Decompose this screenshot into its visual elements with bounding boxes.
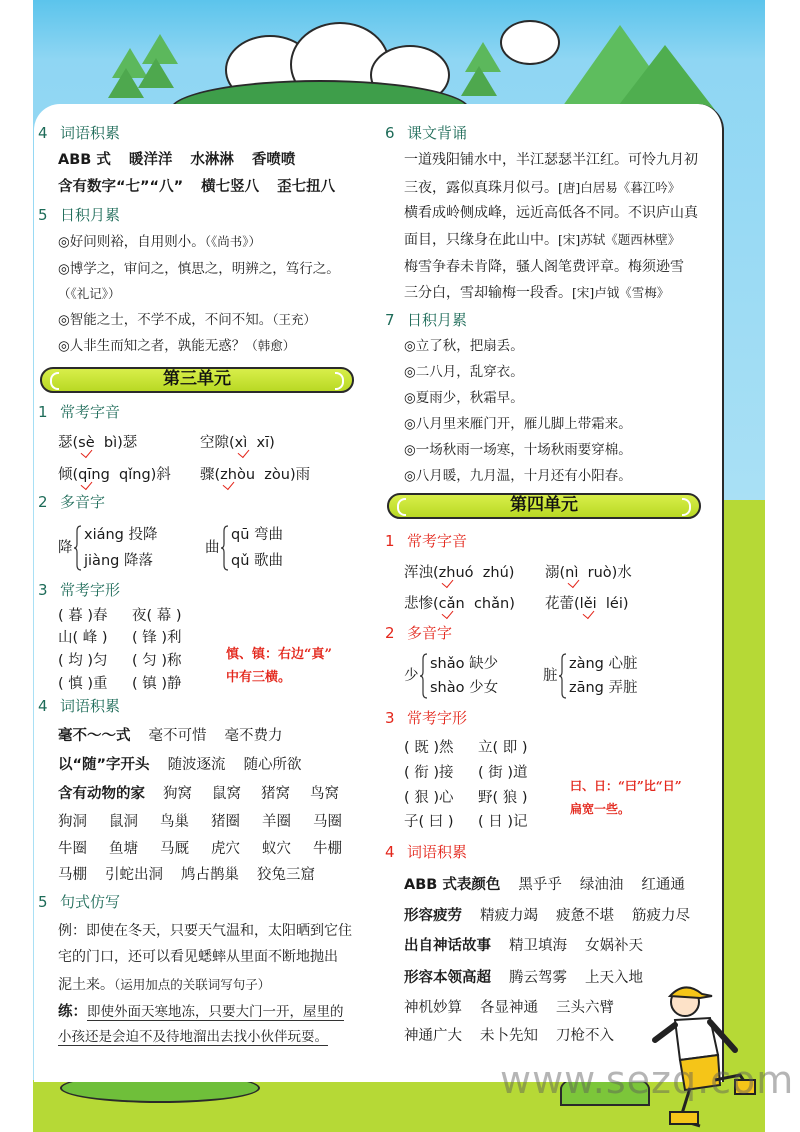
pinyin: shǎo	[430, 656, 465, 672]
example-sentence	[58, 975, 270, 995]
poem-source: [唐]白居易《暮江吟》	[558, 180, 681, 195]
polyphone-reading	[569, 678, 638, 698]
tip-line: 扁宽一些。	[570, 802, 631, 816]
vocab-word: 绿油油	[579, 877, 624, 893]
polyphone-reading	[84, 551, 153, 571]
vocab-word: 女娲补天	[585, 938, 643, 954]
pinyin: zāng	[569, 680, 604, 696]
vocab-word: 马厩	[160, 841, 189, 857]
section-title: 常考字形	[60, 581, 121, 599]
vocab-word: 黑乎乎	[518, 877, 562, 893]
section-title: 多音字	[60, 493, 106, 511]
example-sentence: 宅的门口，还可以看见蟋蟀从里面不断地抛出	[58, 949, 338, 965]
word: 投降	[128, 527, 158, 543]
section-number: 3	[38, 581, 48, 599]
pinyin-option: léi	[605, 596, 623, 612]
correct-pinyin: sè	[78, 435, 95, 451]
section-title: 多音字	[407, 624, 453, 642]
section-title: 常考字音	[407, 532, 468, 550]
vocab-word: 歪七扭八	[277, 179, 336, 195]
section-number: 7	[385, 311, 395, 329]
pinyin-option: zhú	[482, 565, 509, 581]
shape-item: ( 日 )记	[478, 814, 528, 830]
polyphone-reading	[430, 654, 498, 674]
section-title: 词语积累	[60, 124, 121, 142]
tip-line: 曰、日：“曰”比“日”	[570, 779, 682, 793]
word: )	[509, 596, 515, 612]
shape-item: ( 街 )道	[478, 765, 528, 781]
poem-line	[404, 257, 684, 277]
shape-pair	[58, 674, 182, 694]
saying: ◎夏雨少，秋霜早。	[404, 390, 524, 406]
vocab-word: 毫不可惜	[148, 728, 207, 744]
practice-answer	[58, 1027, 328, 1047]
polyphone-char: 脏	[543, 668, 558, 684]
shape-pair	[58, 628, 182, 648]
section-number: 4	[38, 697, 48, 715]
brace-icon	[221, 525, 229, 571]
poem-source: [宋]苏轼《题西林壁》	[558, 232, 681, 247]
vocab-word: 毫不费力	[224, 728, 283, 744]
saying: ◎二八月，乱穿衣。	[404, 364, 524, 380]
shape-item: ( 暮 )春	[58, 608, 108, 624]
shape-item: 山( 峰 )	[58, 630, 108, 646]
vocab-row	[58, 865, 315, 885]
pinyin: shào	[430, 680, 465, 696]
section-title: 日积月累	[407, 311, 468, 329]
word: 弯曲	[254, 527, 284, 543]
word: 溺(	[545, 565, 566, 581]
word: 悲惨(	[404, 596, 439, 612]
vocab-row	[58, 784, 339, 804]
poem-line	[404, 283, 669, 303]
correct-pinyin: qīng	[78, 467, 110, 483]
pinyin-option: bì	[103, 435, 118, 451]
section-number: 4	[385, 843, 395, 861]
section-heading	[38, 892, 120, 912]
vocab-word: 神通广大	[404, 1028, 462, 1044]
vocab-word: 精卫填海	[509, 938, 567, 954]
practice-answer	[58, 1002, 344, 1022]
pronunciation-item	[545, 594, 629, 614]
shape-pair	[404, 788, 528, 808]
vocab-row	[404, 998, 614, 1018]
saying: ◎一场秋雨一场寒，十场秋雨要穿棉。	[404, 442, 632, 458]
vocab-row	[404, 1026, 614, 1046]
saying-source: （《礼记》）	[58, 286, 121, 301]
saying-source: （韩愈）	[245, 338, 296, 353]
vocab-word: 香喷喷	[251, 152, 296, 168]
vocab-category: 以“随”字开头	[58, 757, 150, 773]
vocab-word: 猪圈	[211, 814, 240, 830]
vocab-row	[404, 875, 685, 895]
vocab-word: 鸟巢	[160, 814, 189, 830]
vocab-word: 羊圈	[262, 814, 291, 830]
vocab-word: 疲惫不堪	[556, 908, 614, 924]
pinyin-option: qǐng	[119, 467, 151, 483]
tip-line: 中有三横。	[226, 670, 292, 685]
vocab-word: 猪窝	[261, 786, 290, 802]
vocab-word: 狗洞	[58, 814, 87, 830]
pinyin: xiáng	[84, 527, 124, 543]
cloud	[500, 20, 560, 65]
word: )瑟	[117, 435, 138, 451]
vocab-row	[58, 177, 353, 197]
shape-item: ( 狠 )心	[404, 790, 454, 806]
section-number: 5	[38, 893, 48, 911]
poem-text: 面目，只缘身在此山中。	[404, 232, 558, 248]
section-heading	[38, 580, 120, 600]
word: 骤(	[200, 467, 221, 483]
section-title: 词语积累	[407, 843, 468, 861]
shape-item: ( 衔 )接	[404, 765, 454, 781]
section-heading	[385, 123, 467, 143]
polyphone-reading	[231, 551, 283, 571]
shape-item: ( 既 )然	[404, 740, 454, 756]
vocab-row	[58, 726, 301, 746]
pinyin: jiàng	[84, 553, 120, 569]
section-heading	[38, 402, 120, 422]
shape-item: ( 镇 )静	[132, 676, 182, 692]
saying-text: ◎智能之士，不学不成，不问不知。	[58, 312, 273, 328]
shape-item: ( 均 )匀	[58, 653, 108, 669]
pronunciation-item	[200, 433, 275, 453]
vocab-category: 毫不～～式	[58, 728, 131, 744]
poem-line	[404, 178, 680, 198]
vocab-word: 腾云驾雾	[509, 970, 567, 986]
polyphone-reading	[231, 525, 283, 545]
saying-text: ◎好问则裕，自用则小。	[58, 234, 205, 250]
shape-item: 子( 曰 )	[404, 814, 454, 830]
tree	[461, 66, 497, 96]
section-heading	[385, 708, 467, 728]
pinyin-option: ruò	[587, 565, 612, 581]
poem-line	[404, 203, 698, 223]
saying-source: （王充）	[272, 312, 317, 327]
vocab-word: 虎穴	[211, 841, 240, 857]
pronunciation-item	[58, 433, 137, 453]
section-heading	[38, 123, 120, 143]
instruction: （运用加点的关联词写句子）	[114, 977, 271, 992]
vocab-word: 刀枪不入	[556, 1028, 614, 1044]
section-title: 词语积累	[60, 697, 121, 715]
pinyin-option: chǎn	[473, 596, 510, 612]
vocab-word: 三头六臂	[556, 1000, 614, 1016]
vocab-word: 马棚	[58, 867, 87, 883]
vocab-word: 红通通	[641, 877, 685, 893]
vocab-word: 鼠洞	[109, 814, 138, 830]
answer-line: 即使外面天寒地冻，只要大门一开，屋里的	[87, 1004, 344, 1020]
saying-source: （《尚书》）	[204, 234, 262, 249]
vocab-word: 鼠窝	[212, 786, 241, 802]
mountain	[615, 45, 715, 110]
watermark: www.sezq.com	[500, 1058, 795, 1102]
shape-item: 野( 狼 )	[478, 790, 528, 806]
vocab-category: 形容本领高超	[404, 970, 491, 986]
tip-line: 慎、镇：右边“真”	[226, 647, 332, 662]
vocab-word: 鸠占鹊巢	[181, 867, 239, 883]
pronunciation-item	[545, 563, 632, 583]
vocab-category: 形容疲劳	[404, 908, 462, 924]
polyphone-reading	[569, 654, 638, 674]
saying: ◎八月里来雁门开，雁儿脚上带霜来。	[404, 416, 632, 432]
vocab-word: 水淋淋	[190, 152, 234, 168]
shape-item: ( 锋 )利	[132, 630, 182, 646]
vocab-word: 筋疲力尽	[632, 908, 690, 924]
shape-item: 立( 即 )	[478, 740, 528, 756]
saying	[58, 336, 295, 356]
shape-item: ( 慎 )重	[58, 676, 108, 692]
correct-pinyin: cǎn	[438, 596, 465, 612]
vocab-word: 随波逐流	[167, 757, 226, 773]
correct-pinyin: xì	[234, 435, 248, 451]
example-text: 泥土来。	[58, 977, 114, 993]
section-title: 日积月累	[60, 206, 121, 224]
vocab-word: 狡兔三窟	[257, 867, 315, 883]
correct-pinyin: lěi	[579, 596, 597, 612]
word: 歌曲	[254, 553, 284, 569]
pinyin: zàng	[569, 656, 604, 672]
pinyin-option: xī	[256, 435, 270, 451]
poem-text: 梅雪争春未肯降，骚人阁笔费评章。梅须逊雪	[404, 259, 684, 275]
saying	[58, 232, 261, 252]
saying-text: ◎人非生而知之者，孰能无惑？	[58, 338, 246, 354]
poem-source: [宋]卢钺《雪梅》	[572, 285, 670, 300]
brace-icon	[559, 653, 567, 699]
vocab-word: 引蛇出洞	[105, 867, 163, 883]
polyphone-char: 少	[404, 668, 419, 684]
section-number: 2	[385, 624, 395, 642]
pronunciation-item	[58, 465, 171, 485]
saying: ◎八月暖，九月温，十月还有小阳春。	[404, 468, 632, 484]
tree	[138, 58, 174, 88]
vocab-row	[58, 839, 342, 859]
vocab-word: 横七竖八	[201, 179, 260, 195]
word: 倾(	[58, 467, 79, 483]
vocab-category: 含有数字“七”“八”	[58, 179, 184, 195]
poem-text: 三夜，露似真珠月似弓。	[404, 180, 558, 196]
vocab-row	[404, 936, 643, 956]
word: )斜	[150, 467, 171, 483]
section-number: 5	[38, 206, 48, 224]
vocab-word: 未卜先知	[480, 1028, 538, 1044]
polyphone-reading	[84, 525, 158, 545]
vocab-row	[58, 150, 313, 170]
correct-pinyin: zhòu	[220, 467, 256, 483]
section-heading	[38, 205, 120, 225]
vocab-word: 神机妙算	[404, 1000, 462, 1016]
word: )雨	[289, 467, 311, 483]
polyphone-reading	[430, 678, 498, 698]
shape-tip	[226, 643, 332, 689]
word: )	[269, 435, 275, 451]
unit-banner: 第四单元	[387, 493, 701, 519]
shape-pair	[404, 738, 528, 758]
section-heading	[385, 531, 467, 551]
section-heading	[385, 623, 452, 643]
unit-banner: 第三单元	[40, 367, 354, 393]
running-boy-illustration	[640, 980, 760, 1130]
polyphone-char: 曲	[205, 540, 220, 556]
section-number: 4	[38, 124, 48, 142]
word: 瑟(	[58, 435, 79, 451]
word: 空隙(	[200, 435, 235, 451]
shape-item: 夜( 幕 )	[132, 608, 182, 624]
vocab-word: 狗窝	[163, 786, 192, 802]
vocab-row	[58, 755, 320, 775]
section-heading	[385, 842, 467, 862]
pronunciation-item	[404, 563, 514, 583]
vocab-word: 鱼塘	[109, 841, 138, 857]
word: 花蕾(	[545, 596, 580, 612]
word: )	[508, 565, 515, 581]
vocab-word: 蚁穴	[262, 841, 291, 857]
section-title: 课文背诵	[407, 124, 468, 142]
section-title: 常考字音	[60, 403, 121, 421]
word: 缺少	[469, 656, 499, 672]
pronunciation-item	[404, 594, 515, 614]
section-number: 2	[38, 493, 48, 511]
section-title: 常考字形	[407, 709, 468, 727]
vocab-word: 鸟窝	[310, 786, 339, 802]
word: )水	[611, 565, 632, 581]
vocab-category: 含有动物的家	[58, 786, 145, 802]
vocab-word: 各显神通	[480, 1000, 538, 1016]
example-sentence: 例：即使在冬天，只要天气温和，太阳晒到它住	[58, 923, 352, 939]
shape-pair	[58, 606, 182, 626]
vocab-word: 精疲力竭	[480, 908, 538, 924]
poem-line	[404, 230, 680, 250]
pinyin-option: zòu	[264, 467, 290, 483]
section-heading	[38, 696, 120, 716]
section-number: 1	[38, 403, 48, 421]
vocab-word: 牛棚	[313, 841, 342, 857]
word: 少女	[469, 680, 499, 696]
section-number: 6	[385, 124, 395, 142]
vocab-category: 出自神话故事	[404, 938, 491, 954]
polyphone-char: 降	[58, 540, 73, 556]
shape-item: ( 匀 )称	[132, 653, 182, 669]
vocab-row	[404, 906, 690, 926]
shape-tip	[570, 775, 682, 821]
vocab-word: 随心所欲	[243, 757, 302, 773]
saying: ◎博学之，审问之，慎思之，明辨之，笃行之。	[58, 261, 340, 277]
poem-text: 横看成岭侧成峰，远近高低各不同。不识庐山真	[404, 205, 698, 221]
poem-text: 三分白，雪却输梅一段香。	[404, 285, 572, 301]
brace-icon	[74, 525, 82, 571]
shape-pair	[58, 651, 182, 671]
word: 弄脏	[608, 680, 638, 696]
poem-text: 一道残阳铺水中，半江瑟瑟半江红。可怜九月初	[404, 152, 698, 168]
vocab-row	[404, 968, 643, 988]
pinyin: qū	[231, 527, 250, 543]
poem-line	[404, 150, 698, 170]
pinyin: qǔ	[231, 553, 250, 569]
vocab-category: ABB 式表颜色	[404, 877, 501, 893]
vocab-word: 牛圈	[58, 841, 87, 857]
section-heading	[385, 310, 467, 330]
shape-pair	[404, 812, 528, 832]
word: 浑浊(	[404, 565, 439, 581]
brace-icon	[420, 653, 428, 699]
saying	[58, 310, 316, 330]
shape-pair	[404, 763, 528, 783]
correct-pinyin: nì	[565, 565, 579, 581]
vocab-word: 马圈	[313, 814, 342, 830]
answer-line: 小孩还是会迫不及待地溜出去找小伙伴玩耍。	[58, 1029, 328, 1045]
section-title: 句式仿写	[60, 893, 121, 911]
section-number: 3	[385, 709, 395, 727]
section-number: 1	[385, 532, 395, 550]
vocab-category: ABB 式	[58, 152, 111, 168]
pronunciation-item	[200, 465, 310, 485]
word: 心脏	[608, 656, 638, 672]
correct-pinyin: zhuó	[438, 565, 474, 581]
word: )	[622, 596, 629, 612]
vocab-row	[58, 812, 342, 832]
word: 降落	[123, 553, 153, 569]
vocab-word: 暖洋洋	[128, 152, 173, 168]
vocab-word: 上天入地	[585, 970, 643, 986]
practice-label: 练：	[58, 1004, 87, 1020]
section-heading	[38, 492, 105, 512]
saying: ◎立了秋，把扇丢。	[404, 338, 524, 354]
